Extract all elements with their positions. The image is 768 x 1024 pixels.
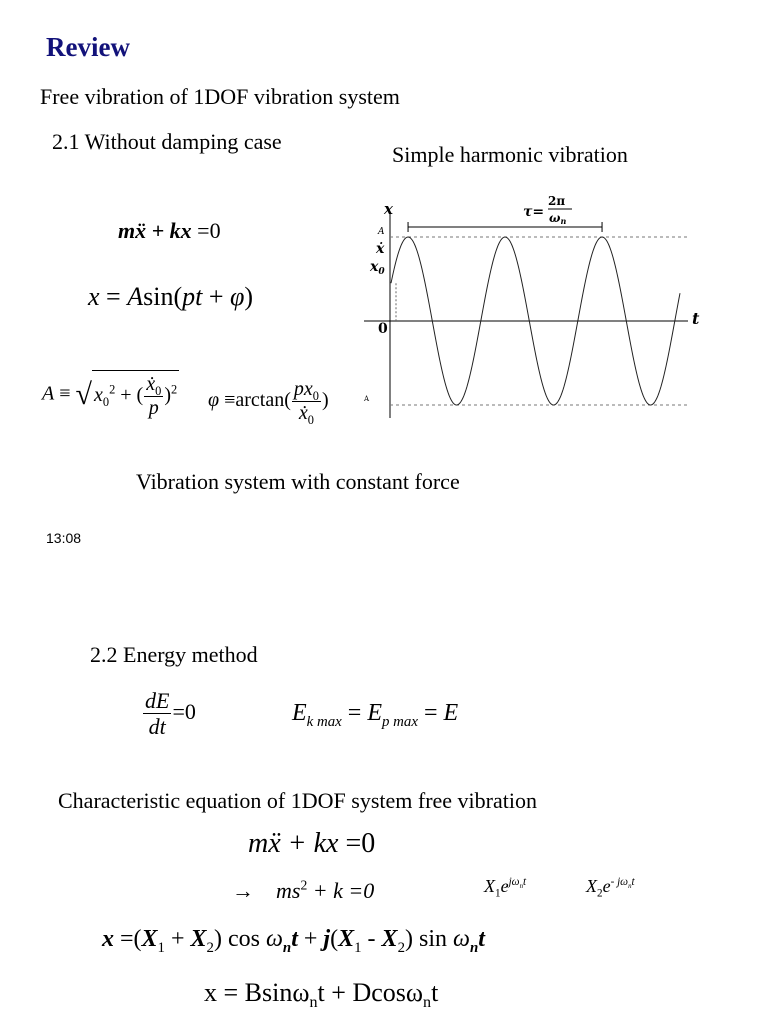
char-equation-of-motion: mẍ + kx =0: [248, 828, 376, 859]
simple-harmonic-heading: Simple harmonic vibration: [392, 142, 628, 167]
equation-of-motion: mẍ + kx =0: [118, 218, 221, 243]
free-vibration-heading: Free vibration of 1DOF vibration system: [40, 84, 400, 109]
energy-derivative-equation: $\frac{dE}{dt}$ =0: [145, 688, 196, 740]
characteristic-heading: Characteristic equation of 1DOF system free vibration: [58, 788, 537, 813]
energy-method-heading: 2.2 Energy method: [90, 642, 258, 667]
solution-equation: x = Asin(pt + φ): [88, 282, 254, 311]
simple-harmonic-chart: [360, 190, 710, 425]
tick-label-x0: $x_0$: [370, 259, 385, 277]
without-damping-heading: 2.1 Without damping case: [52, 129, 282, 154]
x-axis-label: t: [692, 309, 700, 328]
neg-amplitude-marker: A: [364, 395, 370, 403]
constant-force-heading: Vibration system with constant force: [136, 469, 460, 494]
tick-label-amplitude: A: [378, 227, 385, 237]
period-label: τ=: [523, 204, 545, 220]
period-denominator: ωn: [549, 211, 567, 226]
amplitude-equation: A ≡ √ $x_0^2$ + ( $\frac{ẋ_0}{p}$ )$^2$: [42, 370, 179, 420]
general-solution: $x =(X_1 + X_2)$ $\cos \omega_nt + j(X_1 - X_2)$ $\sin \omega_nt$: [102, 926, 485, 956]
energy-balance-equation: $E_{k max} = E_{p max} = E$: [292, 700, 459, 730]
timestamp: 13:08: [46, 530, 82, 546]
root-term-2: $X_2e^{- j\omega_nt}$: [586, 876, 635, 900]
phase-equation: φ ≡arctan( $\frac{px_0}{ẋ_0}$ ): [208, 378, 329, 427]
y-axis-label: x: [384, 200, 393, 218]
review-title: Review: [46, 32, 130, 62]
b-d-solution: x = Bsinω$_n$t + Dcosω$_n$t: [204, 978, 439, 1012]
tick-label-x-dot: ẋ: [376, 241, 385, 257]
characteristic-equation: → $ms^2 + k =0$: [232, 877, 375, 903]
period-numerator: 2π: [548, 194, 566, 208]
origin-label: 0: [378, 321, 388, 337]
root-term-1: $X_1e^{j\omega_nt}$: [484, 876, 527, 900]
